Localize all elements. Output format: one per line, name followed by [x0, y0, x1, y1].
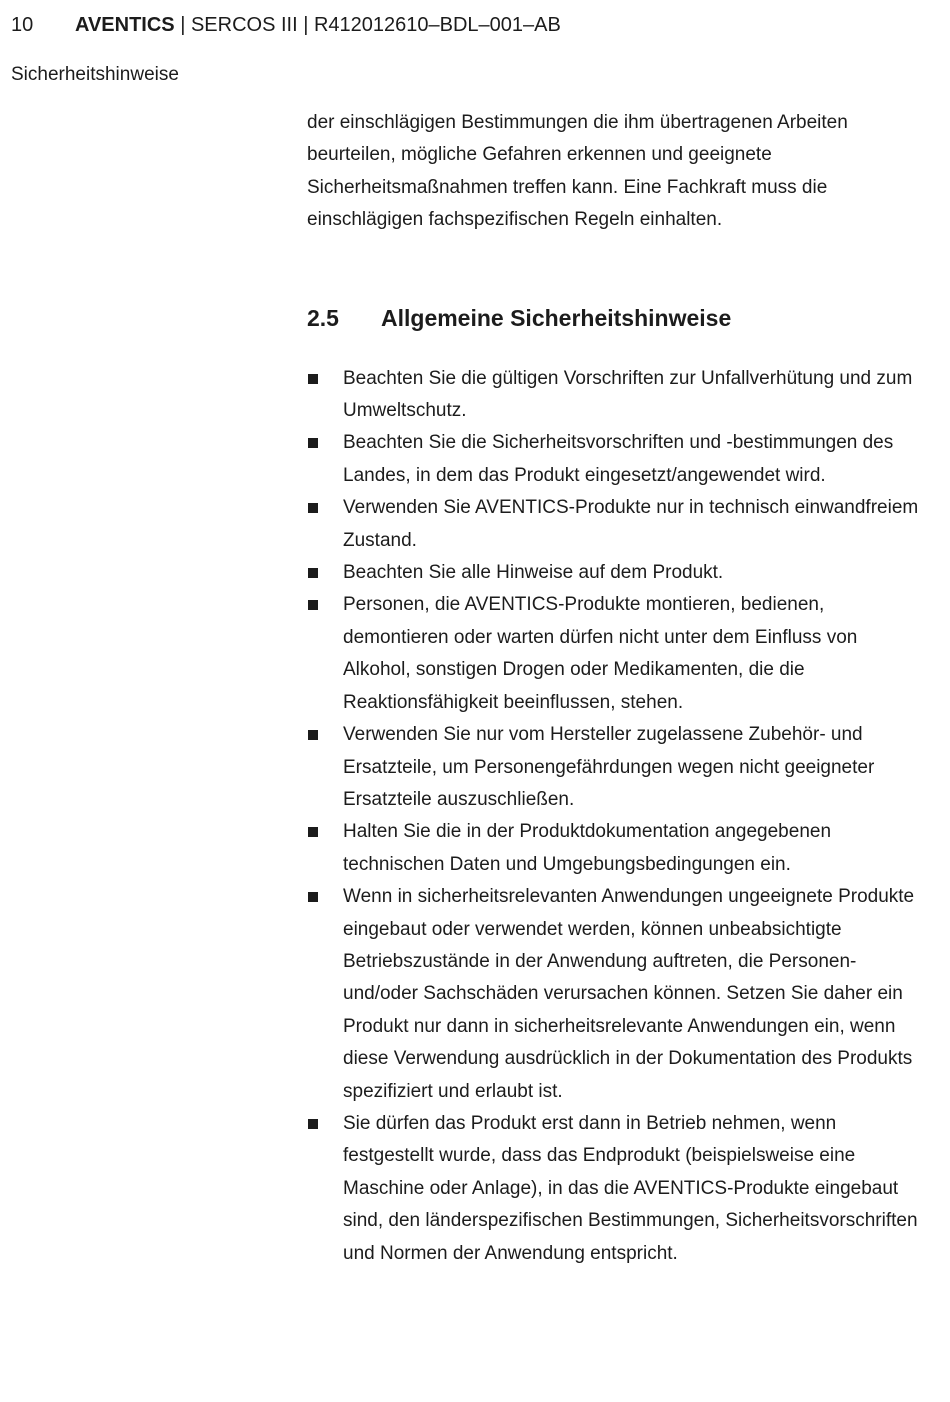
list-item-text: Verwenden Sie nur vom Hersteller zugelassene Zubehör- und Ersatzteile, um Personengefährdungen wegen nicht geeigneter Ersatzteile auszuschließen.: [343, 724, 875, 810]
bullet-square-icon: [308, 503, 318, 513]
list-item-text: Wenn in sicherheitsrelevanten Anwendungen ungeeignete Produkte eingebaut oder verwendet werden, können unbeabsichtigte Betriebszustände in der Anwendung auftreten, die Personen- und/oder Sachschäden verursachen können. Setzen Sie daher ein Produkt nur dann in sicherheitsrelevante Anwendungen ein, wenn diese Verwendung ausdrücklich in der Dokumentation des Produkts spezifiziert und erlaubt ist.: [343, 886, 915, 1102]
section-number: 2.5: [307, 304, 339, 331]
header-separator: |: [174, 14, 191, 36]
list-item: [307, 557, 922, 589]
running-header: [11, 10, 561, 40]
list-item: [307, 881, 922, 1108]
list-item: [307, 1108, 922, 1270]
intro-paragraph: der einschlägigen Bestimmungen die ihm übertragenen Arbeiten beurteilen, mögliche Gefahren erkennen und geeignete Sicherheitsmaßnahmen treffen kann. Eine Fachkraft muss die einschlägigen fachspezifischen Regeln einhalten.: [307, 112, 848, 231]
safety-instructions-list: [307, 363, 922, 1270]
list-item-text: Personen, die AVENTICS-Produkte montieren, bedienen, demontieren oder warten dürfen nicht unter dem Einfluss von Alkohol, sonstigen Drogen oder Medikamenten, die die Reaktionsfähigkeit beeinflussen, stehen.: [343, 594, 858, 713]
bullet-square-icon: [308, 374, 318, 384]
list-item: [307, 719, 922, 816]
list-item: [307, 589, 922, 719]
bullet-square-icon: [308, 827, 318, 837]
list-item: [307, 816, 922, 881]
bullet-square-icon: [308, 730, 318, 740]
chapter-label: Sicherheitshinweise: [11, 64, 179, 85]
list-item: [307, 363, 922, 428]
section-heading: [307, 302, 922, 334]
page-number: 10: [11, 14, 34, 36]
bullet-square-icon: [308, 568, 318, 578]
list-item-text: Beachten Sie die Sicherheitsvorschriften und -bestimmungen des Landes, in dem das Produkt eingesetzt/angewendet wird.: [343, 432, 894, 486]
product-name: SERCOS III: [190, 14, 298, 36]
section-title: Allgemeine Sicherheitshinweise: [381, 304, 732, 331]
main-content: [307, 107, 922, 1270]
list-item: [307, 427, 922, 492]
bullet-square-icon: [308, 1119, 318, 1129]
bullet-square-icon: [308, 892, 318, 902]
document-id: R412012610–BDL–001–AB: [313, 14, 561, 36]
list-item-text: Halten Sie die in der Produktdokumentation angegebenen technischen Daten und Umgebungsbedingungen ein.: [343, 821, 832, 875]
bullet-square-icon: [308, 438, 318, 448]
list-item-text: Beachten Sie die gültigen Vorschriften zur Unfallverhütung und zum Umweltschutz.: [343, 367, 913, 422]
list-item: [307, 492, 922, 557]
header-separator: |: [297, 14, 314, 36]
list-item-text: Sie dürfen das Produkt erst dann in Betrieb nehmen, wenn festgestellt wurde, dass das Endprodukt (beispielsweise eine Maschine oder Anlage), in das die AVENTICS-Produkte eingebaut sind, den länderspezifischen Bestimmungen, Sicherheitsvorschriften und Normen der Anwendung entspricht.: [343, 1112, 918, 1264]
list-item-text: Verwenden Sie AVENTICS-Produkte nur in technisch einwandfreiem Zustand.: [343, 497, 919, 551]
bullet-square-icon: [308, 600, 318, 610]
list-item-text: Beachten Sie alle Hinweise auf dem Produkt.: [343, 562, 724, 584]
brand-name: AVENTICS: [75, 14, 175, 36]
